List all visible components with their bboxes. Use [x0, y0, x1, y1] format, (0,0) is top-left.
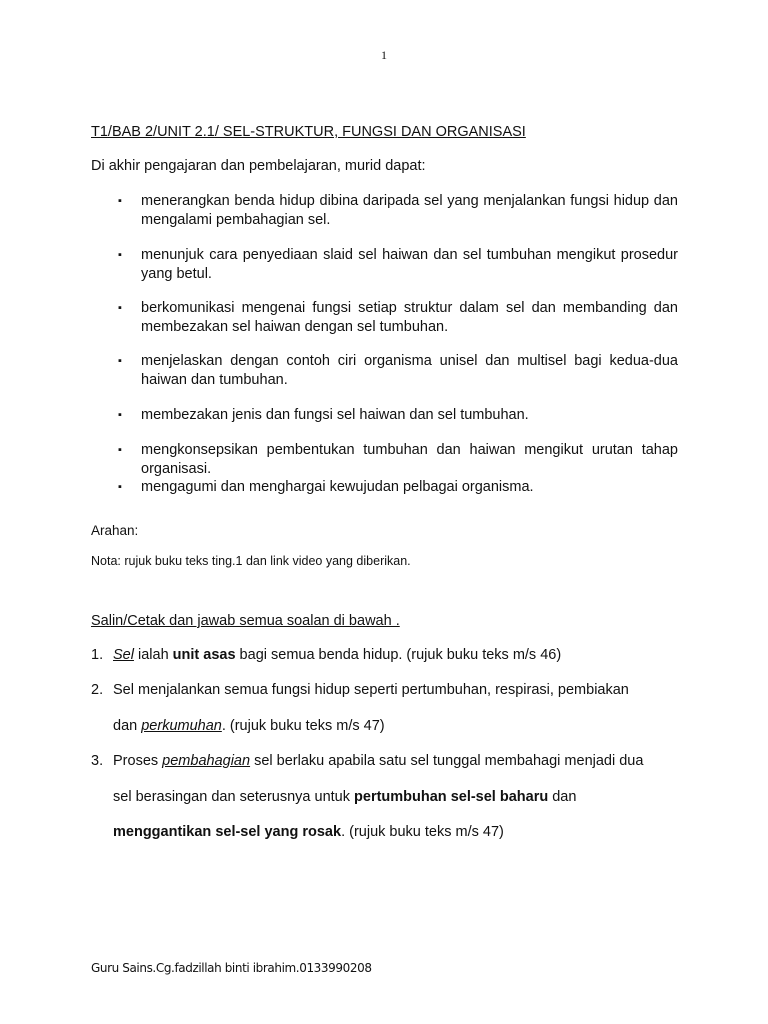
question-1	[113, 647, 561, 663]
answer-text: pembahagian	[162, 753, 251, 769]
intro-text: Di akhir pengajaran dan pembelajaran, murid dapat:	[91, 158, 426, 174]
bullet-icon: ▪	[118, 355, 122, 367]
bullet-icon: ▪	[118, 249, 122, 261]
footer-text: Guru Sains.Cg.fadzillah binti ibrahim.0133990208	[91, 961, 372, 975]
nota-text: Nota: rujuk buku teks ting.1 dan link video yang diberikan.	[91, 554, 411, 568]
question-2-line-1: Sel menjalankan semua fungsi hidup seperti pertumbuhan, respirasi, pembiakan	[113, 682, 629, 698]
question-text: dan	[548, 789, 577, 805]
bullet-icon: ▪	[118, 195, 122, 207]
bullet-icon: ▪	[118, 444, 122, 456]
question-2-line-2	[113, 718, 385, 734]
question-number: 2.	[91, 682, 104, 698]
question-text: bagi semua benda hidup. (rujuk buku teks m/s 46)	[235, 647, 562, 663]
key-term: pertumbuhan sel-sel baharu	[354, 789, 549, 805]
question-text: Proses	[113, 753, 163, 769]
objective-text: menjelaskan dengan contoh ciri organisma unisel dan multisel bagi kedua-dua haiwan dan tumbuhan.	[141, 353, 678, 388]
objective-text: menerangkan benda hidup dibina daripada sel yang menjalankan fungsi hidup dan mengalami pembahagian sel.	[141, 193, 678, 228]
question-number: 1.	[91, 647, 104, 663]
objective-text: membezakan jenis dan fungsi sel haiwan dan sel tumbuhan.	[141, 407, 529, 423]
bullet-icon: ▪	[118, 409, 122, 421]
answer-text: perkumuhan	[141, 718, 222, 734]
question-3-line-2	[113, 789, 576, 805]
question-text: dan	[113, 718, 142, 734]
question-text: . (rujuk buku teks m/s 47)	[221, 718, 385, 734]
instruction-heading: Salin/Cetak dan jawab semua soalan di bawah .	[91, 613, 400, 629]
objective-text: mengagumi dan menghargai kewujudan pelbagai organisma.	[141, 479, 534, 495]
objective-text: menunjuk cara penyediaan slaid sel haiwan dan sel tumbuhan mengikut prosedur yang betul.	[141, 247, 678, 282]
question-text: . (rujuk buku teks m/s 47)	[341, 824, 504, 840]
arahan-label: Arahan:	[91, 523, 139, 538]
objective-text: mengkonsepsikan pembentukan tumbuhan dan haiwan mengikut urutan tahap organisasi.	[141, 442, 678, 477]
question-text: ialah	[133, 647, 173, 663]
document-title: T1/BAB 2/UNIT 2.1/ SEL-STRUKTUR, FUNGSI DAN ORGANISASI	[91, 124, 526, 140]
question-3-line-1	[113, 753, 643, 769]
key-term: menggantikan sel-sel yang rosak	[113, 824, 342, 840]
question-text: sel berlaku apabila satu sel tunggal membahagi menjadi dua	[250, 753, 644, 769]
bullet-icon: ▪	[118, 481, 122, 493]
answer-text: Sel	[113, 647, 134, 663]
question-number: 3.	[91, 753, 104, 769]
bullet-icon: ▪	[118, 302, 122, 314]
objective-text: berkomunikasi mengenai fungsi setiap struktur dalam sel dan membanding dan membezakan sel haiwan dengan sel tumbuhan.	[141, 300, 678, 335]
page-number: 1	[381, 48, 387, 62]
question-3-line-3	[113, 824, 504, 840]
question-text: sel berasingan dan seterusnya untuk	[113, 789, 355, 805]
key-term: unit asas	[172, 647, 236, 663]
